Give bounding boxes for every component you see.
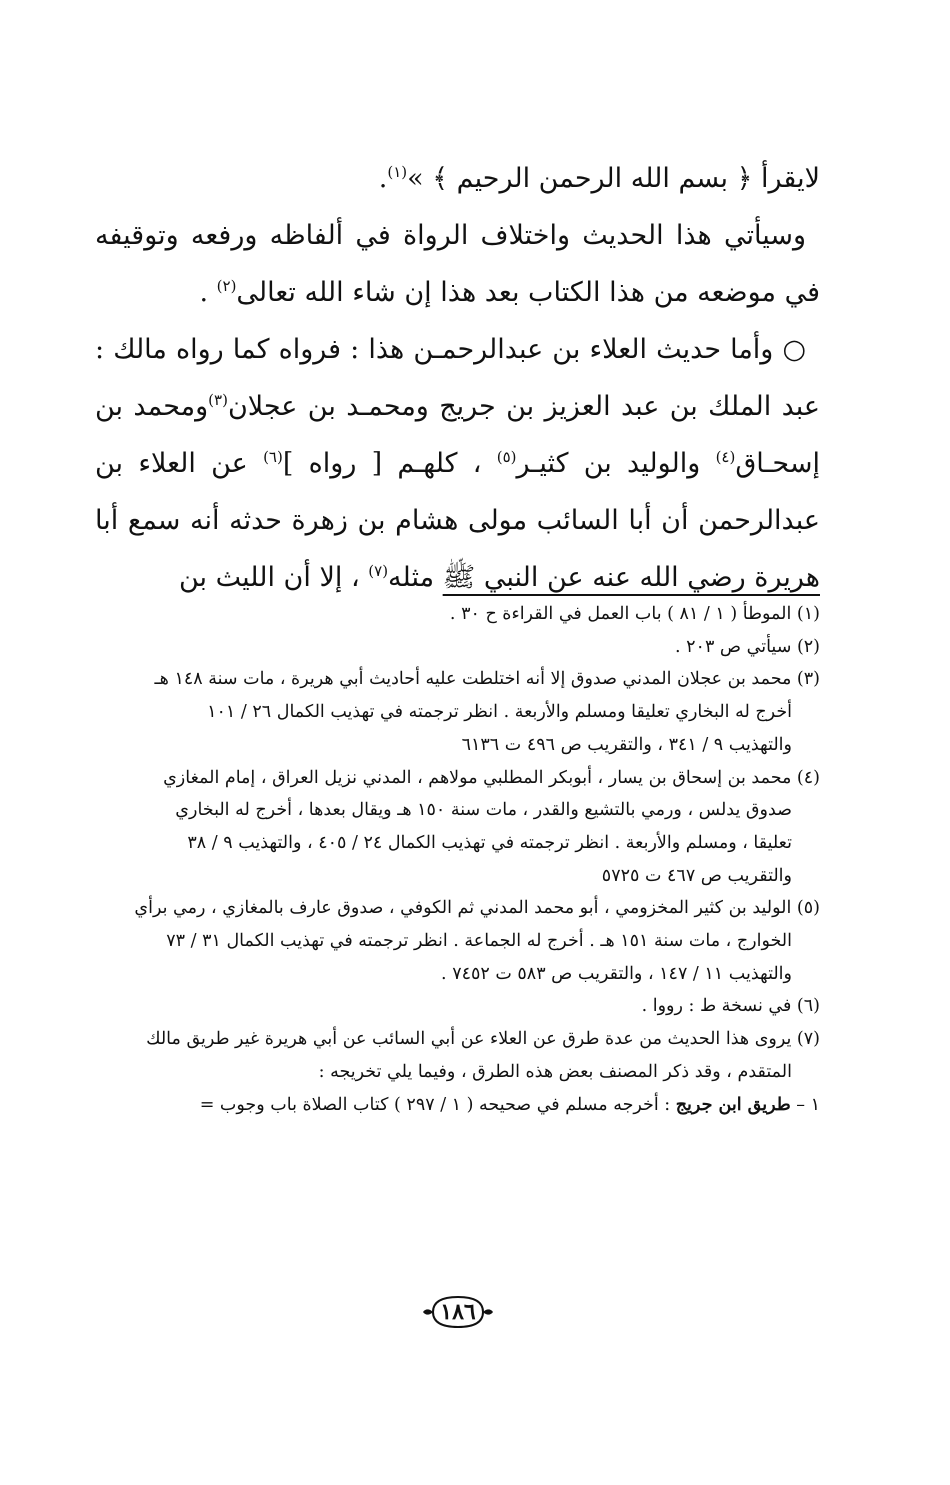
footnote-7-item-text: : أخرجه مسلم في صحيحه ( ١ / ٢٩٧ ) كتاب الصلاة باب وجوب =	[199, 1094, 676, 1115]
footnote-1: (١) الموطأ ( ١ / ٨١ ) باب العمل في القراءة ح ٣٠ .	[449, 604, 820, 624]
paragraph-2-text: وسيأتي هذا الحديث واختلاف الرواة في ألفاظه ورفعه وتوقيفه في موضعه من هذا الكتاب بعد هذا إن شاء الله تعالى	[95, 220, 820, 308]
footnote-7-line-1: (٧) يروى هذا الحديث من عدة طرق عن العلاء عن أبي السائب عن أبي هريرة غير طريق مالك	[146, 1029, 820, 1050]
footnote-4-line-1: (٤) محمد بن إسحاق بن يسار ، أبوبكر المطلبي مولاهم ، المدني نزيل العراق ، إمام المغازي	[163, 767, 820, 788]
paragraph-1	[95, 150, 820, 207]
footnote-ref-1: (١)	[387, 163, 408, 181]
main-text-body	[95, 150, 820, 606]
footnote-6: (٦) في نسخة ط : رووا .	[641, 996, 820, 1017]
footnote-ref-2: (٢)	[216, 277, 237, 295]
footnote-7-item-title: طريق ابن جريج	[675, 1094, 791, 1115]
paragraph-3-text-e: عن العلاء بن عبدالرحمن أن أبا السائب مولى هشام بن زهرة حدثه أنه سمع أبا	[95, 448, 820, 536]
footnote-5-line-1: (٥) الوليد بن كثير المخزومي ، أبو محمد المدني ثم الكوفي ، صدوق عارف بالمغازي ، رمي برأي	[134, 898, 820, 919]
paragraph-3-text-g: ، إلا أن الليث بن	[179, 562, 369, 593]
footnotes-section	[95, 598, 820, 1121]
page-number-ornament	[421, 1292, 495, 1332]
page-number: ١٨٦	[440, 1299, 476, 1325]
paragraph-2	[95, 207, 820, 321]
footnote-5-line-3: والتهذيب ١١ / ١٤٧ ، والتقريب ص ٥٨٣ ت ٧٤٥٢ .	[441, 963, 792, 984]
paragraph-2-end: .	[199, 277, 217, 308]
footnote-5-line-2: الخوارج ، مات سنة ١٥١ هـ . أخرج له الجماعة . انظر ترجمته في تهذيب الكمال ٣١ / ٧٣	[166, 931, 792, 952]
footnote-ref-4: (٤)	[715, 448, 736, 466]
paragraph-3-text-d: ، كلهـم [ رواه ]	[282, 448, 497, 479]
footnote-4-line-2: صدوق يدلس ، ورمي بالتشيع والقدر ، مات سنة ١٥٠ هـ ويقال بعدها ، أخرج له البخاري	[175, 800, 792, 821]
paragraph-3	[95, 321, 820, 606]
footnote-7-item-number: ١ –	[790, 1094, 820, 1115]
footnote-3-line-2: أخرج له البخاري تعليقا ومسلم والأربعة . انظر ترجمته في تهذيب الكمال ٢٦ / ١٠١	[207, 702, 792, 723]
paragraph-3-text-b: ومحمد بن إسحـاق	[95, 391, 820, 479]
paragraph-3-text-f: مثله	[388, 562, 443, 593]
footnote-4-line-4: والتقريب ص ٤٦٧ ت ٥٧٢٥	[601, 865, 792, 886]
paragraph-1-end: .	[378, 163, 388, 194]
footnote-ref-7: (٧)	[368, 562, 389, 580]
footnote-7-line-3	[95, 1089, 820, 1122]
footnote-3-line-3: والتهذيب ٩ / ٣٤١ ، والتقريب ص ٤٩٦ ت ٦١٣٦	[461, 734, 792, 755]
footnote-ref-6: (٦)	[263, 448, 283, 466]
paragraph-3-text-c: والوليد بن كثيـر	[516, 448, 716, 479]
underlined-phrase: هريرة رضي الله عنه عن النبي ﷺ	[442, 562, 820, 593]
footnote-ref-5: (٥)	[496, 448, 517, 466]
paragraph-1-text: لايقرأ ﴿ بسم الله الرحمن الرحيم ﴾ »	[407, 163, 820, 194]
footnote-ref-3: (٣)	[208, 391, 228, 409]
footnote-3-line-1: (٣) محمد بن عجلان المدني صدوق إلا أنه اختلطت عليه أحاديث أبي هريرة ، مات سنة ١٤٨ هـ	[154, 669, 820, 690]
paragraph-3-text-a: ○ وأما حديث العلاء بن عبدالرحمـن هذا : فرواه كما رواه مالك : عبد الملك بن عبد العزيز بن جريج ومحمـد بن عجلان	[95, 334, 820, 422]
footnote-7-line-2: المتقدم ، وقد ذكر المصنف بعض هذه الطرق ، وفيما يلي تخريجه :	[318, 1061, 792, 1082]
footnote-2: (٢) سيأتي ص ٢٠٣ .	[675, 636, 820, 657]
footnote-4-line-3: تعليقا ، ومسلم والأربعة . انظر ترجمته في تهذيب الكمال ٢٤ / ٤٠٥ ، والتهذيب ٩ / ٣٨	[187, 832, 792, 853]
